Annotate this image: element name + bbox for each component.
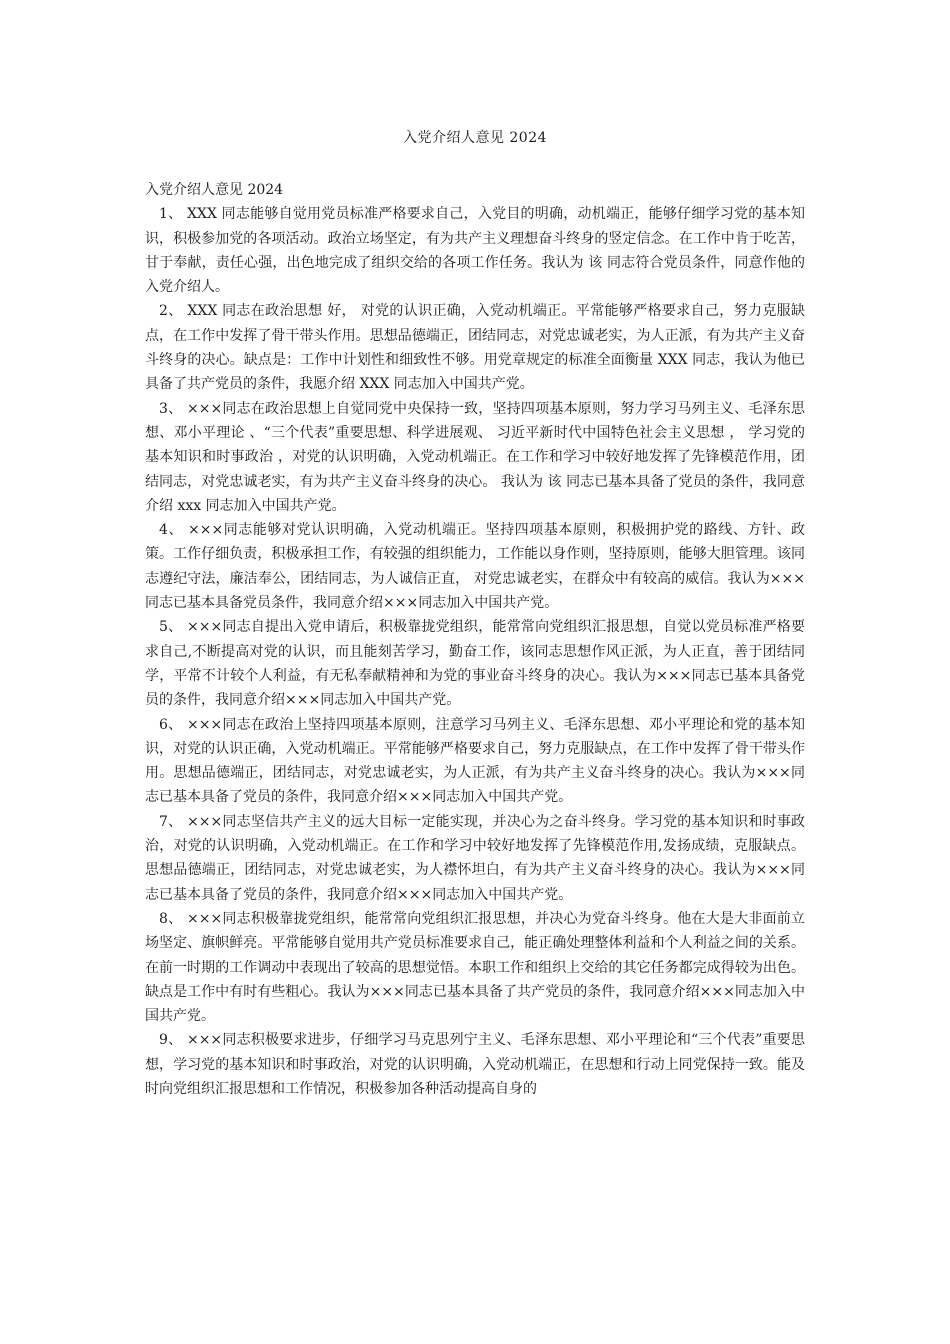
document-body bbox=[145, 178, 805, 1101]
paragraph-8: 8、 ×××同志积极靠拢党组织，能常常向党组织汇报思想，并决心为党奋斗终身。他在大是大非面前立场坚定、旗帜鲜亮。平常能够自觉用共产党员标准要求自己，能正确处理整体利益和个人利益之间的关系。在前一时期的工作调动中表现出了较高的思想觉悟。本职工作和组织上交给的其它任务都完成得较为出色。缺点是工作中有时有些粗心。我认为×××同志已基本具备了共产党员的条件，我同意介绍×××同志加入中国共产党。 bbox=[145, 910, 805, 1025]
paragraph-9: 9、 ×××同志积极要求进步，仔细学习马克思列宁主义、毛泽东思想、邓小平理论和“三个代表”重要思想，学习党的基本知识和时事政治，对党的认识明确，入党动机端正，在思想和行动上同党保持一致。能及时向党组织汇报思想和工作情况，积极参加各种活动提高自身的 bbox=[145, 1032, 805, 1097]
paragraph-7: 7、 ×××同志坚信共产主义的远大目标一定能实现，并决心为之奋斗终身。学习党的基本知识和时事政治，对党的认识明确，入党动机端正。在工作和学习中较好地发挥了先锋模范作用,发扬成绩，克服缺点。思想品德端正，团结同志，对党忠诚老实，为人襟怀坦白，有为共产主义奋斗终身的决心。我认为×××同志已基本具备了党员的条件，我同意介绍×××同志加入中国共产党。 bbox=[145, 813, 805, 903]
document-title: 入党介绍人意见 2024 bbox=[402, 130, 548, 146]
paragraph-4: 4、 ×××同志能够对党认识明确，入党动机端正。坚持四项基本原则，积极拥护党的路线、方针、政策。工作仔细负责，积极承担工作，有较强的组织能力，工作能以身作则，坚持原则，能够大胆管理。该同志遵纪守法，廉洁奉公，团结同志，为人诚信正直， 对党忠诚老实，在群众中有较高的威信。我认为×××同志已基本具备党员条件，我同意介绍×××同志加入中国共产党。 bbox=[145, 522, 805, 612]
document-subtitle: 入党介绍人意见 2024 bbox=[145, 182, 284, 198]
paragraph-1: 1、 XXX 同志能够自觉用党员标准严格要求自己，入党目的明确，动机端正，能够仔细学习党的基本知识，积极参加党的各项活动。政治立场坚定，有为共产主义理想奋斗终身的竖定信念。在工作中肯于吃苦，甘于奉献，责任心强，出色地完成了组织交给的各项工作任务。我认为 该 同志符合党员条件，同意作他的入党介绍人。 bbox=[145, 206, 805, 296]
paragraph-6: 6、 ×××同志在政治上坚持四项基本原则，注意学习马列主义、毛泽东思想、邓小平理论和党的基本知识，对党的认识正确，入党动机端正。平常能够严格要求自己，努力克服缺点，在工作中发挥了骨干带头作用。思想品德端正，团结同志，对党忠诚老实，为人正派，有为共产主义奋斗终身的决心。我认为×××同志已基本具备了党员的条件，我同意介绍×××同志加入中国共产党。 bbox=[145, 716, 805, 806]
paragraph-3: 3、 ×××同志在政治思想上自觉同党中央保持一致，坚持四项基本原则，努力学习马列主义、毛泽东思想、邓小平理论 、“三个代表”重要思想、科学进展观、 习近平新时代中国特色社会主义思想 ， 学习党的基本知识和时事政治 ，对党的认识明确，入党动机端正。在工作和学习中较好地发挥了先锋模范作用，团结同志，对党忠诚老实，有为共产主义奋斗终身的决心。 我认为 该 同志已基本具备了党员的条件，我同意介绍 xxx 同志加入中国共产党。 bbox=[145, 400, 805, 514]
paragraph-5: 5、 ×××同志自提出入党申请后，积极靠拢党组织，能常常向党组织汇报思想，自觉以党员标准严格要求自己,不断提高对党的认识，而且能刻苦学习，勤奋工作，该同志思想作风正派，为人正直，善于团结同学，平常不计较个人利益，有无私奉献精神和为党的事业奋斗终身的决心。我认为×××同志已基本具备党员的条件，我同意介绍×××同志加入中国共产党。 bbox=[145, 619, 805, 709]
paragraph-2: 2、 XXX 同志在政治思想 好， 对党的认识正确，入党动机端正。平常能够严格要求自己，努力克服缺点，在工作中发挥了骨干带头作用。思想品德端正，团结同志，对党忠诚老实，为人正派，有为共产主义奋斗终身的决心。缺点是：工作中计划性和细致性不够。用党章规定的标准全面衡量 XXX 同志，我认为他已具备了共产党员的条件，我愿介绍 XXX 同志加入中国共产党。 bbox=[145, 303, 805, 393]
